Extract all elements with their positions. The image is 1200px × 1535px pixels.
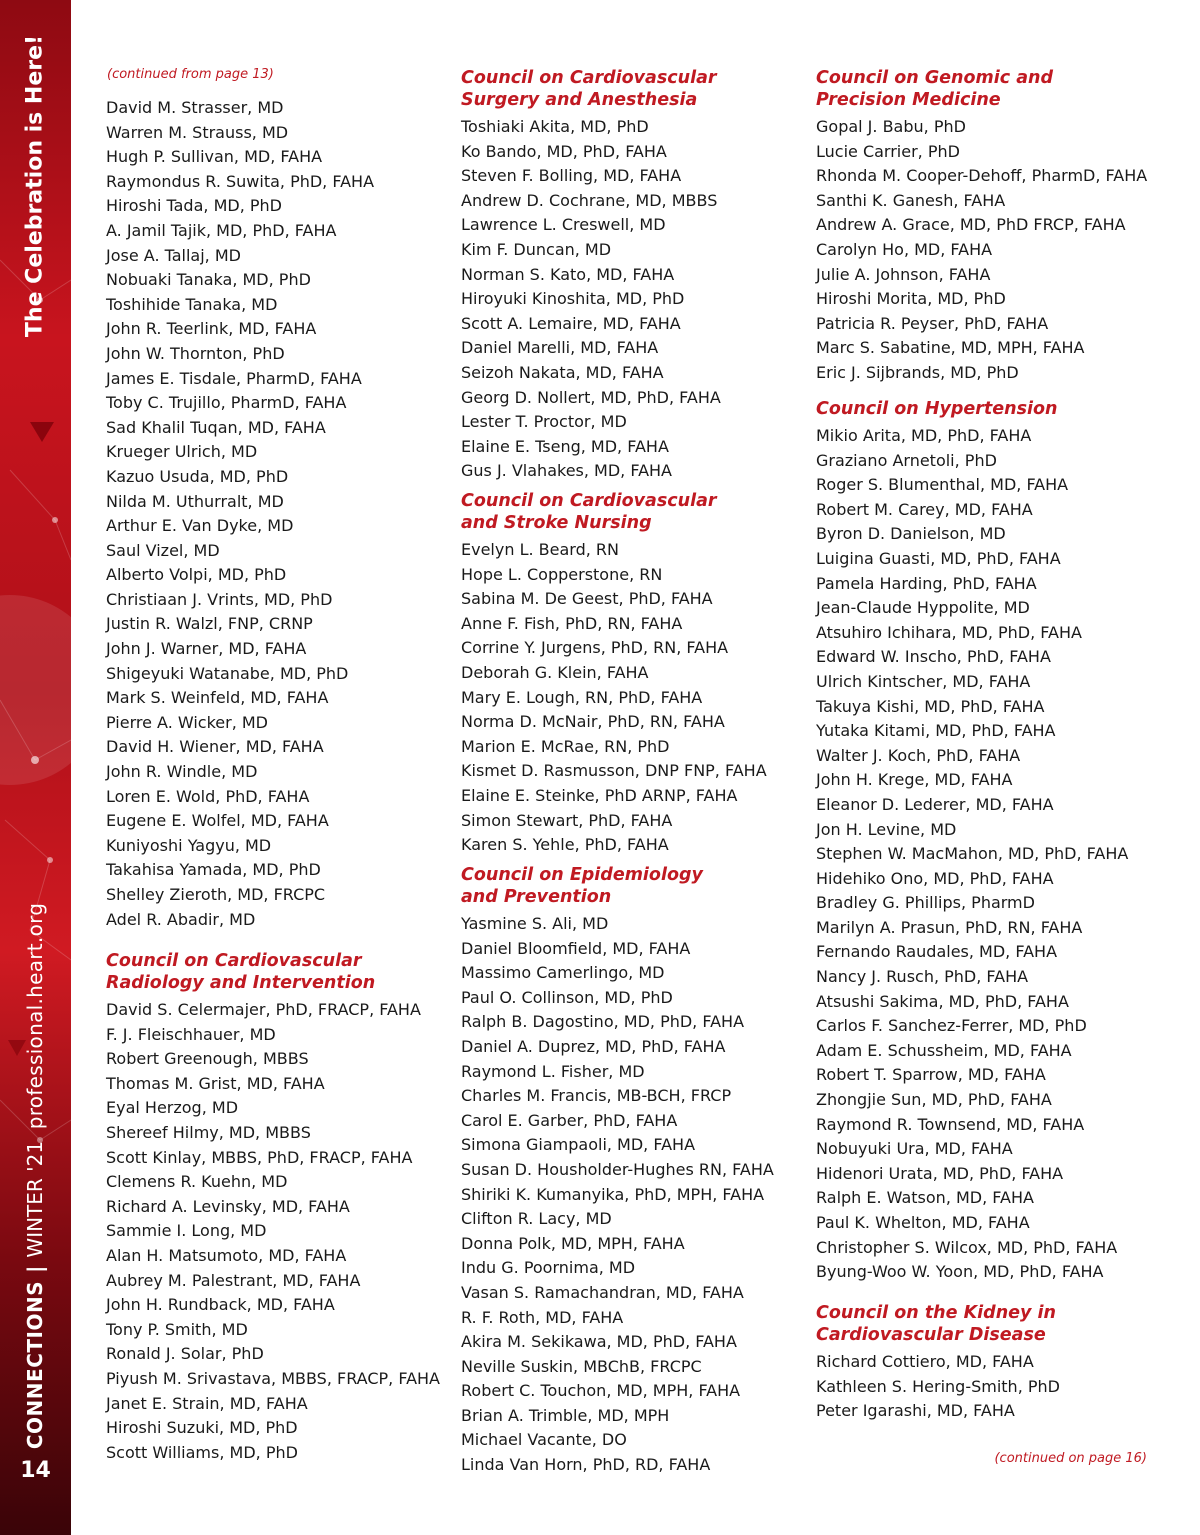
member-name: Evelyn L. Beard, RN [461,540,619,559]
member-name: John H. Krege, MD, FAHA [816,770,1013,790]
member-name: John W. Thornton, PhD [106,343,285,363]
council-heading-line: Precision Medicine [816,90,1001,110]
member-name: Ralph E. Watson, MD, FAHA [816,1188,1034,1208]
member-name: Patricia R. Peyser, PhD, FAHA [816,313,1049,333]
member-name: Atsuhiro Ichihara, MD, PhD, FAHA [816,622,1082,642]
council-heading-line: and Prevention [461,887,612,907]
member-name: Lawrence L. Creswell, MD [461,215,666,235]
member-name: Eyal Herzog, MD [106,1098,239,1118]
page-number: 14 [20,1458,51,1483]
member-name: Roger S. Blumenthal, MD, FAHA [816,475,1069,495]
member-name: Stephen W. MacMahon, MD, PhD, FAHA [816,844,1129,864]
member-name: Eric J. Sijbrands, MD, PhD [816,362,1019,382]
member-list-epidemiology [461,912,774,1478]
member-name: Piyush M. Srivastava, MBBS, FRACP, FAHA [106,1368,440,1388]
member-name: Eleanor D. Lederer, MD, FAHA [816,794,1054,814]
member-name: Toby C. Trujillo, PharmD, FAHA [106,393,347,413]
member-name: Clifton R. Lacy, MD [461,1209,612,1229]
member-name: Hiroshi Tada, MD, PhD [106,196,282,216]
council-heading-hypertension [816,398,1058,420]
sidebar-band [0,0,71,1535]
member-name: Arthur E. Van Dyke, MD [106,516,294,536]
celebration-banner-text: The Celebration is Here! [22,34,48,338]
member-name: Hidenori Urata, MD, PhD, FAHA [816,1163,1064,1183]
member-name: Ralph B. Dagostino, MD, PhD, FAHA [461,1012,745,1032]
council-heading-line: Radiology and Intervention [106,973,376,993]
member-name: Simon Stewart, PhD, FAHA [461,810,673,830]
member-name: F. J. Fleischhauer, MD [106,1024,276,1044]
member-name: John J. Warner, MD, FAHA [106,639,307,659]
member-name: David M. Strasser, MD [106,98,284,117]
member-name: Jose A. Tallaj, MD [106,245,241,265]
member-name: Aubrey M. Palestrant, MD, FAHA [106,1270,361,1290]
member-name: Kathleen S. Hering-Smith, PhD [816,1376,1060,1396]
member-name: Corrine Y. Jurgens, PhD, RN, FAHA [461,638,729,658]
council-heading-epidemiology [461,864,703,908]
member-list-nursing [461,538,767,858]
continued-from-note: (continued from page 13) [107,67,274,82]
member-name: Simona Giampaoli, MD, FAHA [461,1135,696,1155]
member-name: Thomas M. Grist, MD, FAHA [106,1073,325,1093]
member-name: Hugh P. Sullivan, MD, FAHA [106,147,323,167]
member-name: Julie A. Johnson, FAHA [816,264,991,284]
publication-name: CONNECTIONS [23,1280,47,1450]
member-name: David S. Celermajer, PhD, FRACP, FAHA [106,1000,421,1019]
member-name: Carlos F. Sanchez-Ferrer, MD, PhD [816,1016,1087,1036]
member-name: Robert M. Carey, MD, FAHA [816,499,1033,519]
member-name: Georg D. Nollert, MD, PhD, FAHA [461,387,721,407]
council-heading-nursing [461,490,717,534]
member-name: Neville Suskin, MBChB, FRCPC [461,1356,702,1376]
member-name: Hiroshi Suzuki, MD, PhD [106,1418,298,1438]
council-heading-surgery [461,67,717,111]
member-name: Tony P. Smith, MD [106,1319,248,1339]
member-name: Loren E. Wold, PhD, FAHA [106,786,310,806]
member-name: Carol E. Garber, PhD, FAHA [461,1110,678,1130]
member-name: Linda Van Horn, PhD, RD, FAHA [461,1455,711,1475]
member-name: Norman S. Kato, MD, FAHA [461,264,675,284]
member-name: Warren M. Strauss, MD [106,122,289,142]
member-name: Ko Bando, MD, PhD, FAHA [461,141,667,161]
member-name: John R. Windle, MD [106,762,258,782]
member-name: Shereef Hilmy, MD, MBBS [106,1122,311,1142]
member-name: Kismet D. Rasmusson, DNP FNP, FAHA [461,761,767,781]
council-heading-genomic [816,67,1053,111]
member-name: Indu G. Poornima, MD [461,1258,636,1278]
member-name: Toshiaki Akita, MD, PhD [461,117,649,136]
member-name: Massimo Camerlingo, MD [461,963,665,983]
member-name: Jon H. Levine, MD [816,819,957,839]
member-name: Vasan S. Ramachandran, MD, FAHA [461,1282,744,1302]
member-name: Scott Williams, MD, PhD [106,1442,298,1462]
member-name: Robert T. Sparrow, MD, FAHA [816,1065,1046,1085]
member-name: Walter J. Koch, PhD, FAHA [816,745,1021,765]
member-name: Luigina Guasti, MD, PhD, FAHA [816,548,1061,568]
member-name: Deborah G. Klein, FAHA [461,662,649,682]
member-name: Mikio Arita, MD, PhD, FAHA [816,426,1032,445]
member-name: R. F. Roth, MD, FAHA [461,1307,624,1327]
member-name: Christopher S. Wilcox, MD, PhD, FAHA [816,1237,1118,1257]
issue-label [23,1141,47,1449]
member-name: Yasmine S. Ali, MD [461,914,609,933]
member-name: James E. Tisdale, PharmD, FAHA [106,368,362,388]
member-name: Paul O. Collinson, MD, PhD [461,987,673,1007]
member-name: Hope L. Copperstone, RN [461,564,663,584]
member-name: Alan H. Matsumoto, MD, FAHA [106,1245,347,1265]
member-name: Brian A. Trimble, MD, MPH [461,1405,670,1425]
member-name: Daniel Marelli, MD, FAHA [461,338,659,358]
member-name: Anne F. Fish, PhD, RN, FAHA [461,613,683,633]
member-name: Kuniyoshi Yagyu, MD [106,835,272,855]
member-name: Susan D. Housholder-Hughes RN, FAHA [461,1159,774,1179]
member-name: Nilda M. Uthurralt, MD [106,491,284,511]
council-heading-line: Council on Cardiovascular [106,951,362,971]
member-name: Toshihide Tanaka, MD [106,294,278,314]
member-name: Nancy J. Rusch, PhD, FAHA [816,967,1029,987]
member-name: Nobuaki Tanaka, MD, PhD [106,270,311,290]
member-name: Takahisa Yamada, MD, PhD [106,860,321,880]
member-name: Sad Khalil Tuqan, MD, FAHA [106,417,326,437]
member-name: John H. Rundback, MD, FAHA [106,1295,335,1315]
member-name: Robert Greenough, MBBS [106,1049,309,1069]
member-name: Ronald J. Solar, PhD [106,1344,264,1364]
member-name: David H. Wiener, MD, FAHA [106,737,324,757]
member-name: Shigeyuki Watanabe, MD, PhD [106,663,349,683]
member-name: Adam E. Schussheim, MD, FAHA [816,1040,1072,1060]
member-name: Marc S. Sabatine, MD, MPH, FAHA [816,338,1085,358]
council-heading-line: Cardiovascular Disease [816,1325,1046,1345]
member-name: Elaine E. Tseng, MD, FAHA [461,436,669,456]
member-name: Marilyn A. Prasun, PhD, RN, FAHA [816,917,1083,937]
member-name: Seizoh Nakata, MD, FAHA [461,362,664,382]
member-name: Krueger Ulrich, MD [106,442,258,462]
member-name: Daniel A. Duprez, MD, PhD, FAHA [461,1036,726,1056]
member-name: Robert C. Touchon, MD, MPH, FAHA [461,1381,741,1401]
member-name: Lucie Carrier, PhD [816,141,960,161]
member-name: Byung-Woo W. Yoon, MD, PhD, FAHA [816,1262,1104,1282]
member-name: Michael Vacante, DO [461,1430,627,1450]
member-name: Hidehiko Ono, MD, PhD, FAHA [816,868,1054,888]
member-name: Peter Igarashi, MD, FAHA [816,1401,1015,1421]
member-name: Jean-Claude Hyppolite, MD [816,598,1030,618]
member-name: Daniel Bloomfield, MD, FAHA [461,938,691,958]
website-url: professional.heart.org [23,902,47,1130]
member-name: Shelley Zieroth, MD, FRCPC [106,885,326,904]
member-name: Charles M. Francis, MB-BCH, FRCP [461,1086,732,1106]
member-name: Saul Vizel, MD [106,540,220,560]
council-heading-line: Council on the Kidney in [816,1303,1056,1323]
member-name: Ulrich Kintscher, MD, FAHA [816,671,1031,691]
member-list-continued [106,96,374,932]
member-name: Edward W. Inscho, PhD, FAHA [816,647,1051,667]
member-name: Raymond R. Townsend, MD, FAHA [816,1114,1085,1134]
member-name: Richard Cottiero, MD, FAHA [816,1352,1034,1371]
member-name: Adel R. Abadir, MD [106,909,256,929]
council-heading-line: Council on Hypertension [816,399,1058,419]
member-name: Norma D. McNair, PhD, RN, FAHA [461,712,725,732]
member-list-surgery [461,115,721,484]
member-name: Scott Kinlay, MBBS, PhD, FRACP, FAHA [106,1147,413,1167]
member-name: Sabina M. De Geest, PhD, FAHA [461,589,713,609]
member-name: Zhongjie Sun, MD, PhD, FAHA [816,1090,1052,1110]
member-name: Pierre A. Wicker, MD [106,712,268,732]
member-name: Pamela Harding, PhD, FAHA [816,573,1037,593]
member-name: Graziano Arnetoli, PhD [816,450,997,470]
member-name: Raymondus R. Suwita, PhD, FAHA [106,171,375,191]
member-name: Hiroshi Morita, MD, PhD [816,289,1006,309]
member-name: Carolyn Ho, MD, FAHA [816,239,993,259]
member-name: Karen S. Yehle, PhD, FAHA [461,835,669,855]
issue-season: WINTER '21 [23,1140,47,1258]
member-name: Kim F. Duncan, MD [461,239,612,259]
member-list-hypertension [816,424,1128,1285]
member-name: Clemens R. Kuehn, MD [106,1172,288,1192]
member-list-genomic [816,115,1147,386]
member-name: Mark S. Weinfeld, MD, FAHA [106,688,329,708]
member-name: Mary E. Lough, RN, PhD, FAHA [461,687,703,707]
member-name: Lester T. Proctor, MD [461,412,627,432]
council-heading-line: Council on Epidemiology [461,865,703,885]
member-name: Justin R. Walzl, FNP, CRNP [106,614,313,634]
member-name: Yutaka Kitami, MD, PhD, FAHA [816,721,1056,741]
member-name: Donna Polk, MD, MPH, FAHA [461,1233,685,1253]
council-heading-line: Council on Genomic and [816,68,1054,88]
member-name: Christiaan J. Vrints, MD, PhD [106,589,333,609]
member-name: Alberto Volpi, MD, PhD [106,565,287,585]
member-name: Sammie I. Long, MD [106,1221,267,1241]
issue-separator: | [23,1265,47,1273]
member-list-kidney [816,1350,1060,1424]
member-name: Raymond L. Fisher, MD [461,1061,645,1081]
member-name: Steven F. Bolling, MD, FAHA [461,166,682,186]
member-name: A. Jamil Tajik, MD, PhD, FAHA [106,220,337,240]
member-name: Elaine E. Steinke, PhD ARNP, FAHA [461,785,738,805]
member-name: Byron D. Danielson, MD [816,524,1006,544]
member-name: Gopal J. Babu, PhD [816,117,966,136]
member-name: Rhonda M. Cooper-Dehoff, PharmD, FAHA [816,166,1148,186]
member-name: Richard A. Levinsky, MD, FAHA [106,1196,350,1216]
member-name: Scott A. Lemaire, MD, FAHA [461,313,681,333]
council-heading-radiology [106,950,375,994]
member-name: Santhi K. Ganesh, FAHA [816,190,1006,210]
member-name: Kazuo Usuda, MD, PhD [106,466,289,486]
council-heading-line: Surgery and Anesthesia [461,90,698,110]
member-name: Eugene E. Wolfel, MD, FAHA [106,811,329,831]
council-heading-kidney [816,1302,1056,1346]
member-name: Hiroyuki Kinoshita, MD, PhD [461,289,685,309]
continued-on-note: (continued on page 16) [994,1451,1147,1466]
member-name: Atsushi Sakima, MD, PhD, FAHA [816,991,1069,1011]
member-name: Andrew A. Grace, MD, PhD FRCP, FAHA [816,215,1126,235]
member-name: Paul K. Whelton, MD, FAHA [816,1213,1030,1232]
member-name: Shiriki K. Kumanyika, PhD, MPH, FAHA [461,1184,765,1204]
member-name: Akira M. Sekikawa, MD, PhD, FAHA [461,1332,737,1352]
member-name: Andrew D. Cochrane, MD, MBBS [461,190,718,210]
member-list-radiology [106,998,440,1465]
member-name: Marion E. McRae, RN, PhD [461,736,670,756]
member-name: Bradley G. Phillips, PharmD [816,893,1035,913]
member-name: Takuya Kishi, MD, PhD, FAHA [816,696,1045,716]
member-name: Fernando Raudales, MD, FAHA [816,942,1058,962]
council-heading-line: Council on Cardiovascular [461,491,717,511]
member-name: Gus J. Vlahakes, MD, FAHA [461,461,672,481]
member-name: John R. Teerlink, MD, FAHA [106,319,317,339]
council-heading-line: Council on Cardiovascular [461,68,717,88]
council-heading-line: and Stroke Nursing [461,513,652,533]
member-name: Janet E. Strain, MD, FAHA [106,1393,308,1413]
member-name: Nobuyuki Ura, MD, FAHA [816,1139,1013,1159]
